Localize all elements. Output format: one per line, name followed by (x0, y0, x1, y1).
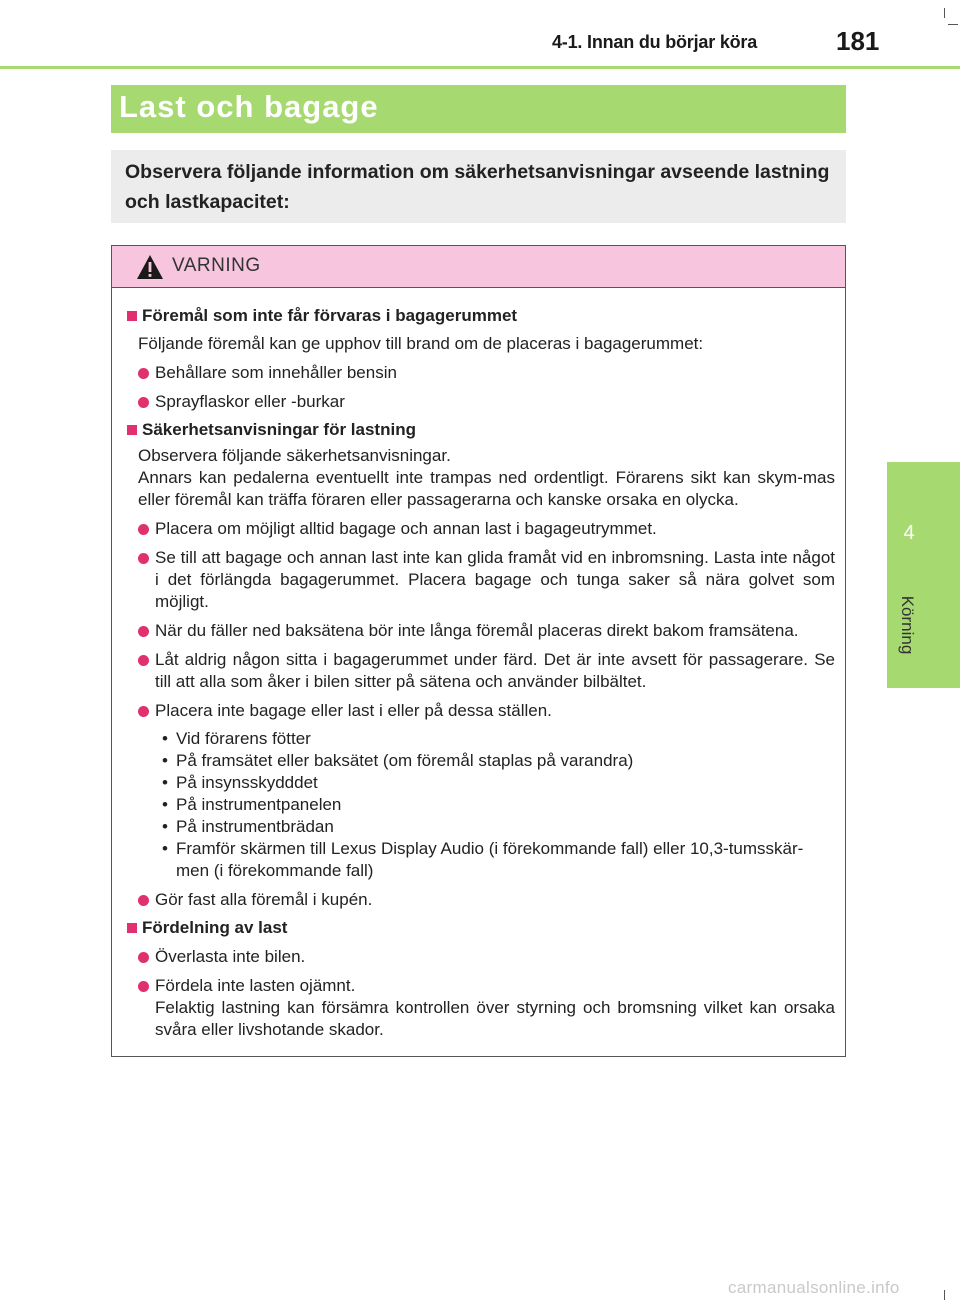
section-heading (124, 419, 835, 441)
square-bullet-icon (127, 311, 137, 321)
list-item-text: Behållare som innehåller bensin (155, 363, 397, 382)
list-item (124, 700, 835, 722)
sub-bullet-item: • På instrumentbrädan (162, 816, 835, 838)
list-item (124, 362, 835, 384)
warning-label: VARNING (172, 255, 261, 276)
dot-bullet-icon (138, 706, 149, 717)
list-item (124, 649, 835, 693)
sub-bullet-list (124, 728, 835, 882)
page-number: 181 (836, 26, 880, 56)
paragraph-line: Observera följande säkerhetsanvisningar. (138, 446, 451, 465)
intro-box (111, 150, 846, 223)
dot-bullet-icon (138, 655, 149, 666)
sub-bullet-text: Framför skärmen till Lexus Display Audio (i förekommande fall) eller 10,3-tumsskär-men (i förekommande fall) (176, 839, 804, 880)
sub-bullet-item: • Vid förarens fötter (162, 728, 835, 750)
section-heading (124, 305, 835, 327)
paragraph: Följande föremål kan ge upphov till brand om de placeras i bagagerummet: (138, 334, 704, 353)
chapter-label-box (892, 580, 922, 670)
list-item-text: Sprayflaskor eller -burkar (155, 392, 345, 411)
dot-bullet-icon (138, 626, 149, 637)
intro-text: Observera följande information om säkerhetsanvisningar avseende lastning och lastkapacitet: (125, 161, 830, 213)
sub-bullet-text: På insynsskydddet (176, 773, 318, 792)
list-item (124, 946, 835, 968)
chapter-number: 4 (903, 522, 915, 544)
title-bar (111, 85, 846, 133)
crop-mark (948, 24, 958, 25)
sub-bullet-text: Vid förarens fötter (176, 729, 311, 748)
sub-bullet-text: På instrumentbrädan (176, 817, 334, 836)
list-item (124, 620, 835, 642)
section-heading-text: Säkerhetsanvisningar för lastning (142, 420, 416, 439)
sub-bullet-item: • Framför skärmen till Lexus Display Audio (i förekommande fall) eller 10,3-tumsskär-men (i förekommande fall) (162, 838, 835, 882)
dot-bullet-icon (138, 553, 149, 564)
list-item (124, 547, 835, 613)
square-bullet-icon (127, 425, 137, 435)
sub-bullet-item: • På instrumentpanelen (162, 794, 835, 816)
section-heading-text: Föremål som inte får förvaras i bagagerummet (142, 306, 518, 325)
list-item-text: Fördela inte lasten ojämnt. (155, 976, 356, 995)
list-item-text: När du fäller ned baksätena bör inte långa föremål placeras direkt bakom framsätena. (155, 621, 799, 640)
list-item-text: Överlasta inte bilen. (155, 947, 306, 966)
dot-bullet-icon (138, 368, 149, 379)
watermark: carmanualsonline.info (728, 1278, 900, 1297)
list-item (124, 518, 835, 540)
list-item-text: Placera om möjligt alltid bagage och annan last i bagageutrymmet. (155, 519, 657, 538)
list-item-text: Placera inte bagage eller last i eller på dessa ställen. (155, 701, 552, 720)
list-item-text: Se till att bagage och annan last inte kan glida framåt vid en inbromsning. Lasta inte något i det förlängda bagagerummet. Placera bagage och tunga saker så nära golvet som möjligt. (155, 548, 835, 611)
page-title: Last och bagage (119, 89, 379, 124)
section-heading (124, 917, 835, 939)
section-heading-text: Fördelning av last (142, 918, 288, 937)
dot-bullet-icon (138, 524, 149, 535)
list-item (124, 975, 835, 1041)
paragraph-line: Annars kan pedalerna eventuellt inte trampas ned ordentligt. Förarens sikt kan skym-mas eller föremål kan träffa föraren eller passagerarna och kanske orsaka en olycka. (138, 468, 835, 509)
list-item-text: Felaktig lastning kan försämra kontrollen över styrning och bromsning vilket kan orsaka svåra eller livshotande skador. (155, 998, 835, 1039)
section-header: 4-1. Innan du börjar köra (552, 32, 758, 52)
dot-bullet-icon (138, 895, 149, 906)
chapter-tab (887, 462, 960, 688)
chapter-label: Körning (898, 595, 917, 655)
sub-bullet-item: • På framsätet eller baksätet (om föremål staplas på varandra) (162, 750, 835, 772)
square-bullet-icon (127, 923, 137, 933)
warning-triangle-icon (136, 254, 164, 280)
sub-bullet-text: På instrumentpanelen (176, 795, 342, 814)
header-rule (0, 66, 960, 69)
paragraph (124, 445, 835, 511)
dot-bullet-icon (138, 397, 149, 408)
dot-bullet-icon (138, 981, 149, 992)
sub-bullet-text: På framsätet eller baksätet (om föremål staplas på varandra) (176, 751, 634, 770)
list-item (124, 391, 835, 413)
crop-mark (944, 8, 945, 18)
list-item-text: Låt aldrig någon sitta i bagagerummet under färd. Det är inte avsett för passagerare. Se till att alla som åker i bilen sitter på sätena och använder bilbältet. (155, 650, 835, 691)
warning-body (112, 288, 845, 1041)
warning-box (111, 245, 846, 1057)
sub-bullet-item: • På insynsskydddet (162, 772, 835, 794)
list-item-text-block (155, 975, 835, 1041)
list-item (124, 889, 835, 911)
list-item-text: Gör fast alla föremål i kupén. (155, 890, 373, 909)
dot-bullet-icon (138, 952, 149, 963)
crop-mark (944, 1290, 945, 1300)
warning-header (112, 246, 845, 288)
